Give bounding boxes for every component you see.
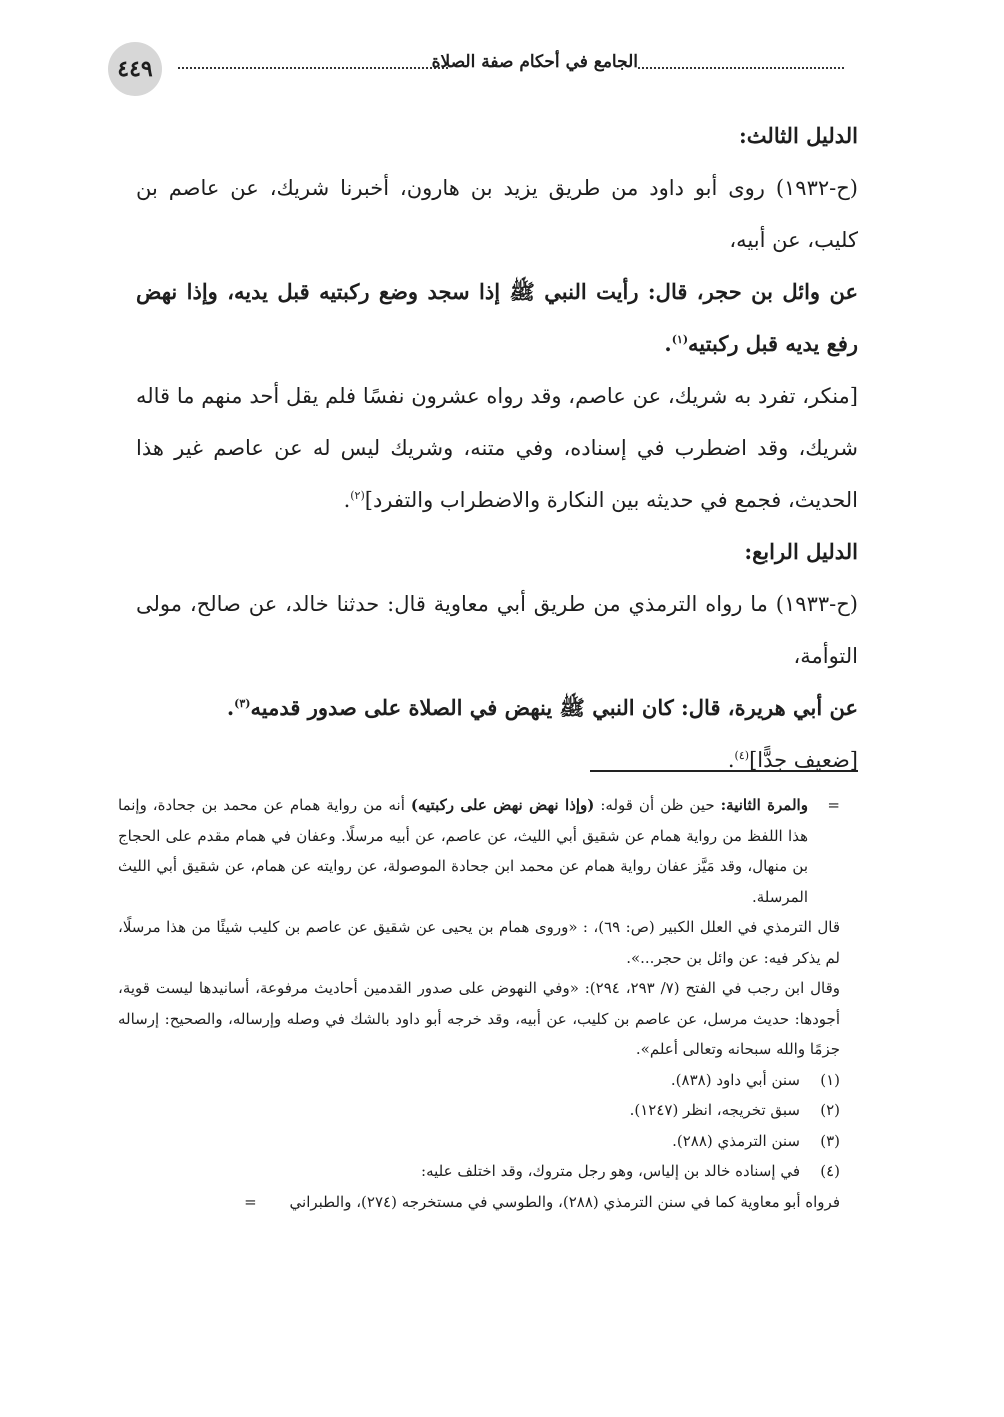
hadith-1932-grading-body: [منكر، تفرد به شريك، عن عاصم، وقد رواه عشرون نفسًا فلم يقل أحد منهم ما قاله شريك، وقد اضطرب في إسناده، وفي متنه، وشريك ليس له عن عاصم غير هذا الحديث، فجمع في حديثه بين النكارة والاضطراب والتفرد] [136, 384, 858, 512]
second-time-quote: (وإذا نهض نهض على ركبتيه) [410, 796, 595, 814]
footnote-ref-3: (٣) [234, 697, 251, 710]
header-dotted-rule-left [178, 67, 448, 69]
hadith-1932-text: عن وائل بن حجر، قال: رأيت النبي ﷺ إذا سجد وضع ركبتيه قبل يديه، وإذا نهض رفع يديه قبل ركبتيه$^{(١)}$. [136, 279, 858, 356]
hadith-1933-text-body: عن أبي هريرة، قال: كان النبي ﷺ ينهض في الصلاة على صدور قدميه [250, 695, 858, 720]
header-dotted-rule-right [638, 67, 844, 69]
footnote-number: (١) [820, 1070, 840, 1089]
footnote-ref-4: (٤) [734, 749, 750, 762]
hadith-1932-grading: [منكر، تفرد به شريك، عن عاصم، وقد رواه عشرون نفسًا فلم يقل أحد منهم ما قاله شريك، وقد اضطرب في إسناده، وفي متنه، وشريك ليس له عن عاصم غير هذا الحديث، فجمع في حديثه بين النكارة والاضطراب والتفرد]$^{(٢)}$. [136, 384, 858, 512]
ibn-rajab-quote: وقال ابن رجب في الفتح (٧/ ٢٩٣، ٢٩٤): «وفي النهوض على صدور القدمين أحاديث مرفوعة، أسانيدها ليست قوية، أجودها: حديث مرسل، عن عاصم بن كليب، عن أبيه، وقد خرجه أبو داود بالشك في وصله وإرساله، والصحيح: إرساله جزمًا والله سبحانه وتعالى أعلم». [118, 979, 841, 1058]
hadith-1932-text-body: عن وائل بن حجر، قال: رأيت النبي ﷺ إذا سجد وضع ركبتيه قبل يديه، وإذا نهض رفع يديه قبل ركبتيه [136, 279, 858, 356]
footnote-text: سنن أبي داود (٨٣٨). [670, 1070, 800, 1089]
tirmidhi-ilal-quote: قال الترمذي في العلل الكبير (ص: ٦٩)، : «وروى همام بن يحيى عن شقيق عن عاصم بن كليب شيئًا من هذا مرسلًا، لم يذكر فيه: عن وائل بن حجر...». [118, 918, 840, 967]
footnote-number: (٤) [820, 1162, 840, 1180]
second-time-mid: حين ظن أن قوله: [600, 796, 715, 814]
footnote-1 [118, 1065, 840, 1096]
footnote-number: (٢) [820, 1101, 840, 1119]
hadith-1932-chain: (ح-١٩٣٢) روى أبو داود من طريق يزيد بن هارون، أخبرنا شريك، عن عاصم بن كليب، عن أبيه، [136, 176, 858, 252]
footnote-3 [118, 1126, 840, 1157]
footnote-4-last-line: فرواه أبو معاوية كما في سنن الترمذي (٢٨٨)، والطوسي في مستخرجه (٢٧٤)، والطبراني [289, 1192, 840, 1211]
footnote-number: (٣) [820, 1131, 840, 1150]
footnote-4 [118, 1156, 840, 1187]
footnote-ref-2: (٢) [350, 489, 365, 502]
hadith-1933-grading: [ضعيف جدًّا]$^{(٤)}$. [727, 748, 858, 772]
hadith-1933-chain: (ح-١٩٣٣) ما رواه الترمذي من طريق أبي معاوية قال: حدثنا خالد، عن صالح، مولى التوأمة، [136, 592, 858, 668]
footnotes-section [118, 790, 840, 1217]
footnote-4-continuation [118, 1187, 840, 1218]
footnote-ref-1: (١) [671, 333, 689, 346]
footnote-text: سبق تخريجه، انظر (١٢٤٧). [629, 1101, 800, 1119]
hadith-1933-text: عن أبي هريرة، قال: كان النبي ﷺ ينهض في الصلاة على صدور قدميه$^{(٣)}$. [226, 695, 858, 720]
footnote-divider [590, 770, 858, 772]
continued-footnote [118, 790, 840, 912]
third-proof-heading: الدليل الثالث: [739, 123, 858, 148]
fourth-proof-heading: الدليل الرابع: [744, 539, 858, 564]
hadith-1933-grading-body: [ضعيف جدًّا] [749, 748, 858, 772]
continues-next-page-marker: = [244, 1192, 257, 1211]
footnote-text: سنن الترمذي (٢٨٨). [672, 1131, 800, 1150]
page-header [108, 42, 844, 98]
second-time-lead: والمرة الثانية: [720, 796, 808, 814]
footnote-2 [118, 1095, 840, 1126]
footnote-text: في إسناده خالد بن إلياس، وهو رجل متروك، وقد اختلف عليه: [421, 1162, 800, 1180]
running-title: الجامع في أحكام صفة الصلاة [431, 52, 638, 72]
main-text [136, 110, 858, 786]
continuation-marker: = [827, 796, 840, 814]
second-time-rest: أنه من رواية همام عن محمد بن جحادة، وإنما هذا اللفظ من رواية همام عن شقيق أبي الليث، عن عاصم، عن أبيه مرسلًا. وعفان في همام مقدم على الحجاج بن منهال، وقد مَيَّز عفان رواية همام عن محمد ابن جحادة الموصولة، عن روايته عن همام، عن شقيق أبي الليث المرسلة. [118, 796, 808, 906]
page-number: ٤٤٩ [108, 42, 162, 96]
